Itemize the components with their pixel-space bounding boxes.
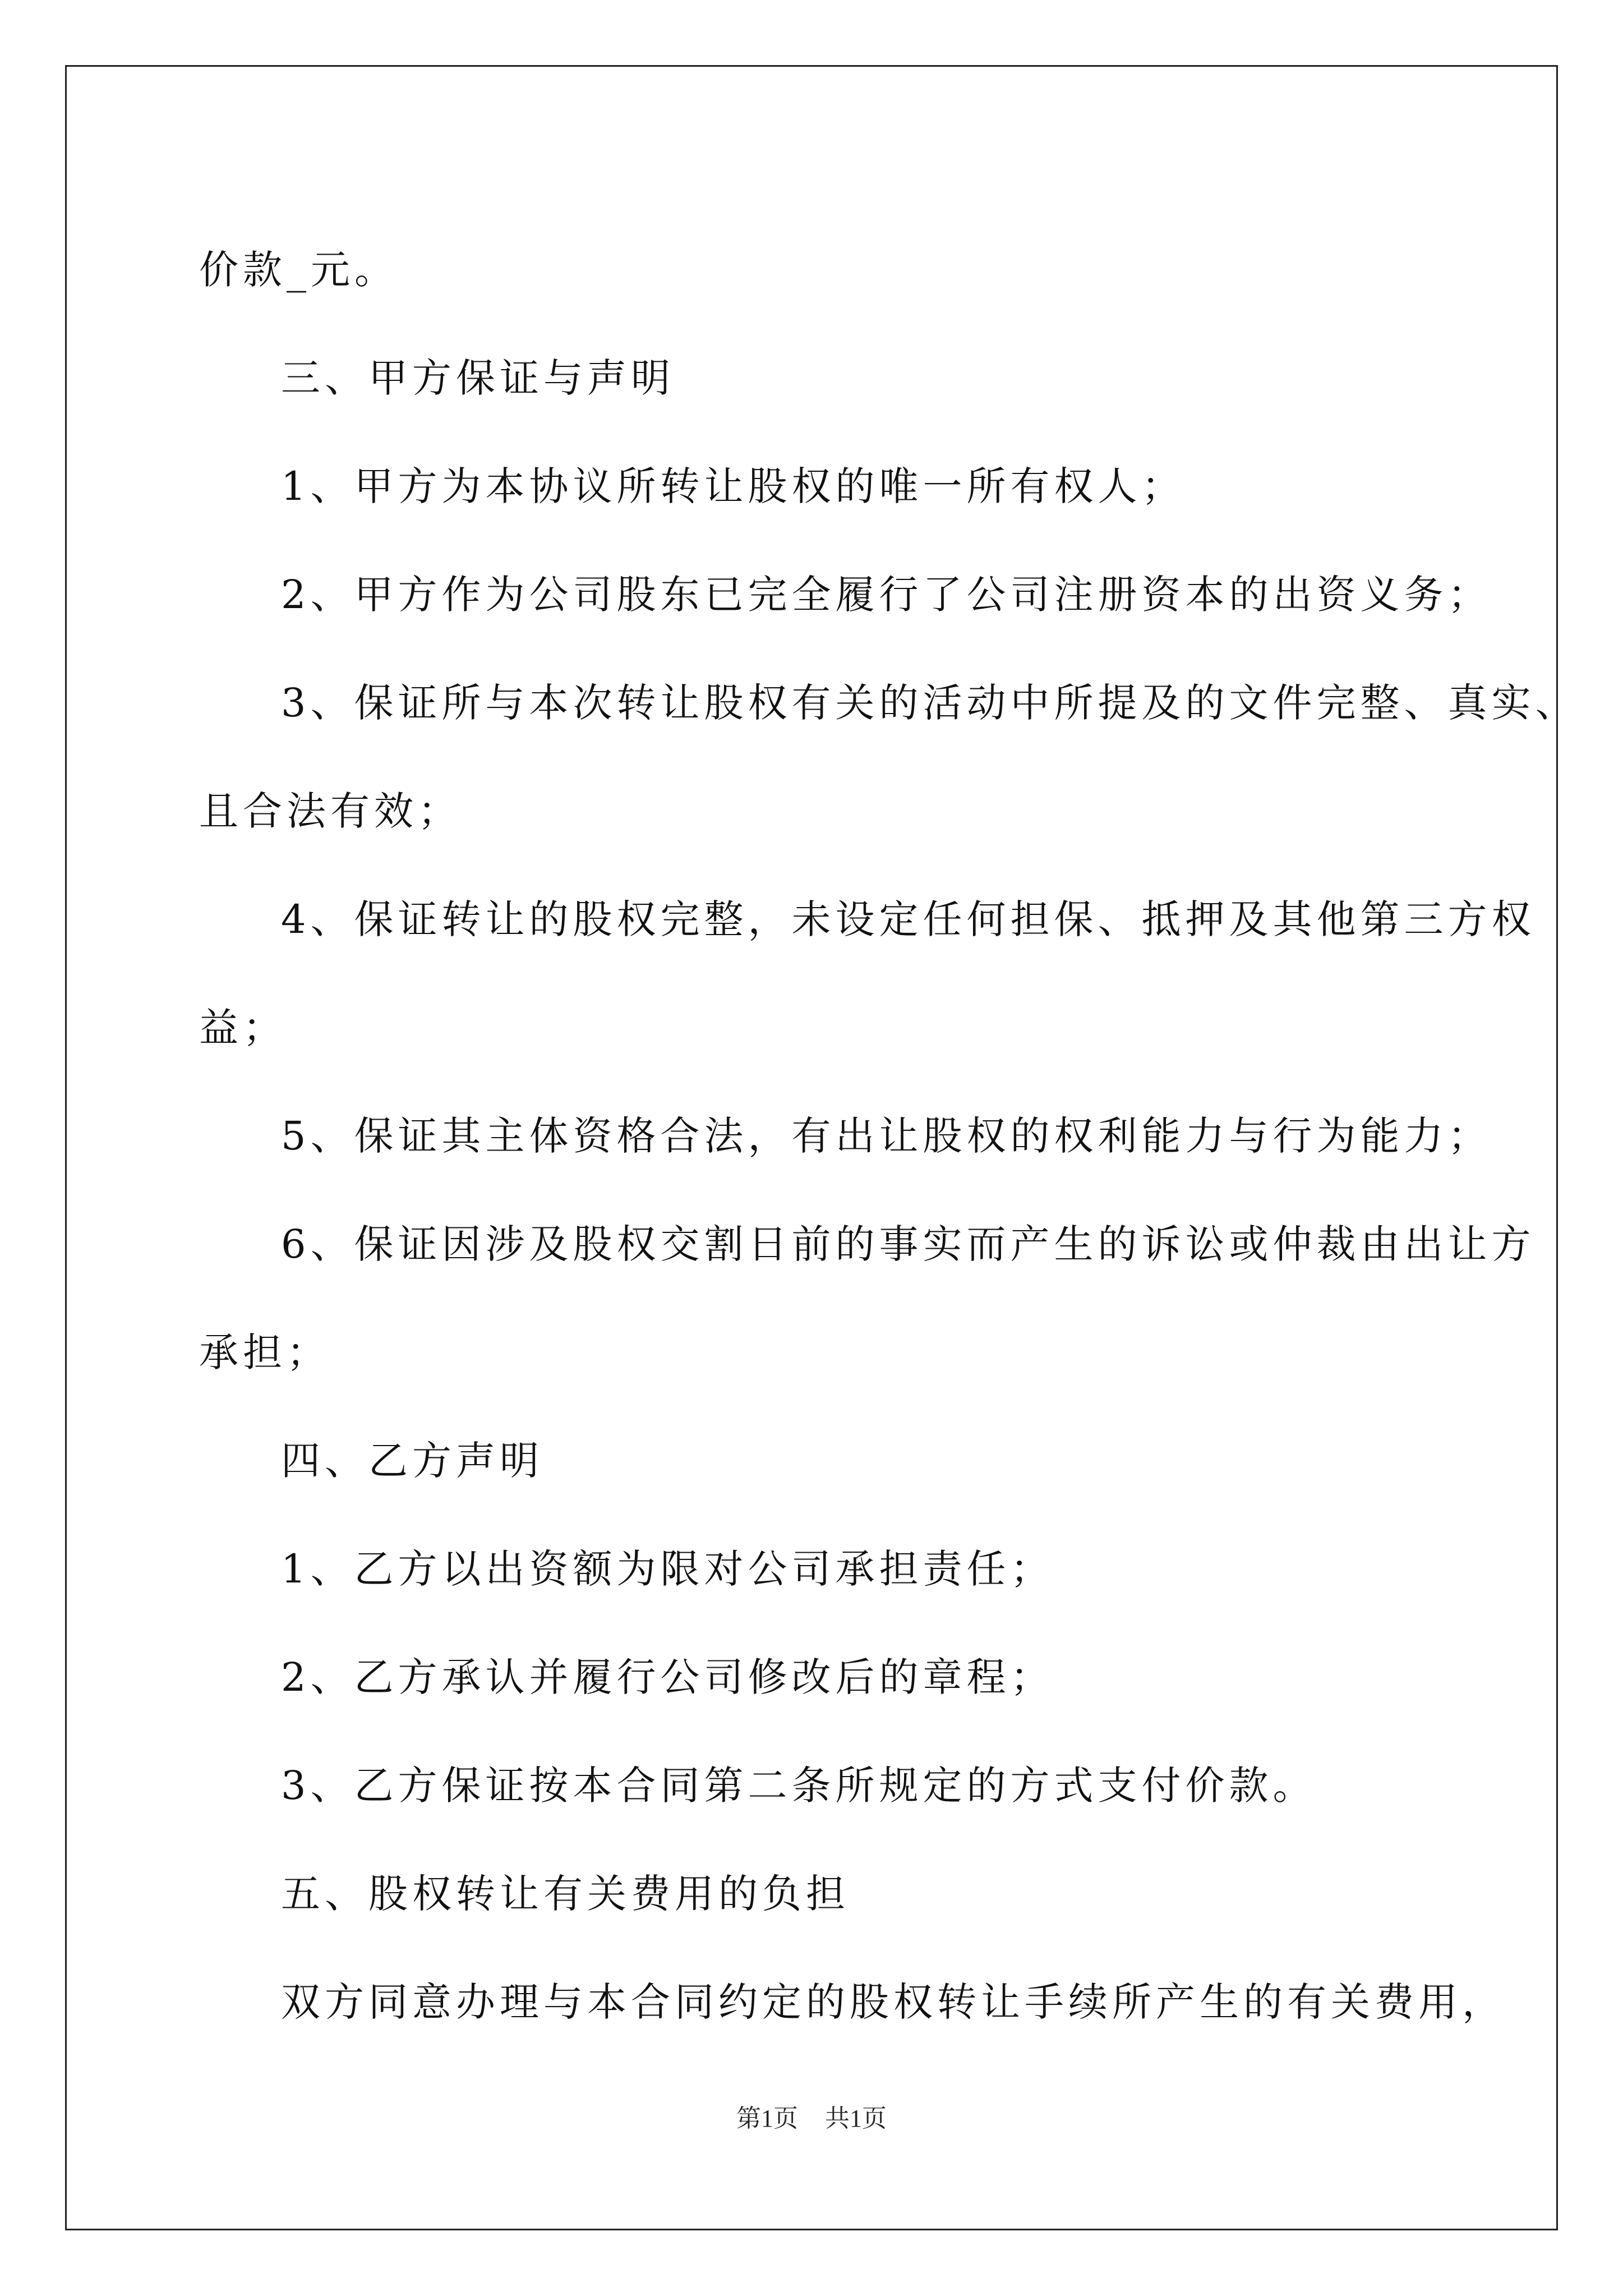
paragraph: 承担； — [199, 1329, 330, 1375]
paragraph: 价款_元。 — [199, 247, 398, 293]
paragraph: 6、保证因涉及股权交割日前的事实而产生的诉讼或仲裁由出让方 — [281, 1221, 1536, 1267]
paragraph: 益； — [199, 1005, 287, 1051]
section-heading: 五、股权转让有关费用的负担 — [281, 1871, 850, 1917]
paragraph: 3、乙方保证按本合同第二条所规定的方式支付价款。 — [281, 1763, 1317, 1809]
paragraph: 双方同意办理与本合同约定的股权转让手续所产生的有关费用， — [281, 1979, 1506, 2025]
paragraph: 2、甲方作为公司股东已完全履行了公司注册资本的出资义务； — [281, 572, 1492, 618]
paragraph: 且合法有效； — [199, 788, 462, 834]
section-heading: 四、乙方声明 — [281, 1438, 543, 1484]
page-number: 第1页 — [736, 2105, 798, 2132]
paragraph: 2、乙方承认并履行公司修改后的章程； — [281, 1654, 1054, 1700]
page-total: 共1页 — [825, 2105, 887, 2132]
paragraph: 5、保证其主体资格合法，有出让股权的权利能力与行为能力； — [281, 1113, 1492, 1159]
section-heading: 三、甲方保证与声明 — [281, 355, 675, 401]
paragraph: 3、保证所与本次转让股权有关的活动中所提及的文件完整、真实、 — [281, 680, 1579, 726]
page-footer — [0, 2098, 1623, 2134]
paragraph: 4、保证转让的股权完整，未设定任何担保、抵押及其他第三方权 — [281, 896, 1536, 942]
paragraph: 1、乙方以出资额为限对公司承担责任； — [281, 1546, 1054, 1592]
paragraph: 1、甲方为本协议所转让股权的唯一所有权人； — [281, 463, 1186, 509]
document-body — [199, 216, 1579, 2056]
